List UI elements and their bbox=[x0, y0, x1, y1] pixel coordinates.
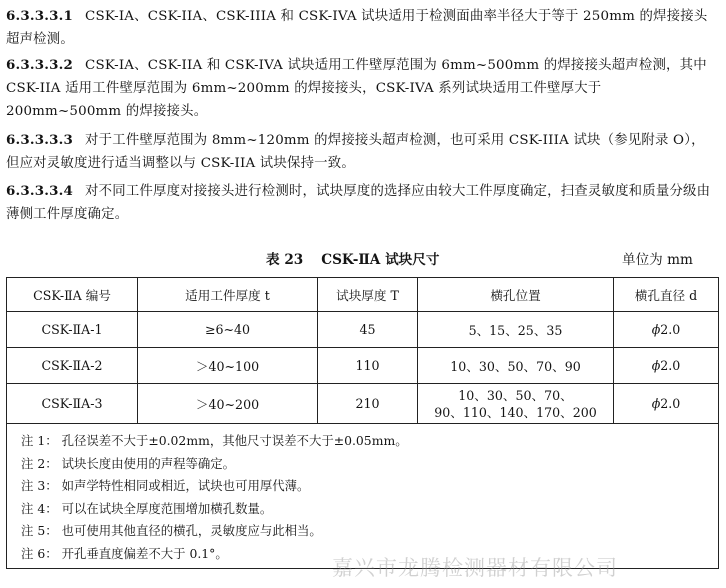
table-caption-row bbox=[0, 248, 726, 272]
header-cell: 横孔位置 bbox=[418, 278, 614, 312]
clause-6-3-3-3-4 bbox=[6, 180, 718, 226]
table-row bbox=[7, 312, 719, 348]
hole-positions-cell bbox=[418, 384, 614, 424]
hole-diameter-value: 2.0 bbox=[660, 322, 681, 337]
clause-number: 6.3.3.3.4 bbox=[6, 183, 74, 199]
clause-number: 6.3.3.3.2 bbox=[6, 57, 74, 73]
phi-symbol: ϕ bbox=[651, 322, 661, 337]
clause-text: 对于工件壁厚范围为 8mm~120mm 的焊接接头超声检测，也可采用 CSK-IIIA 试块（参见附录 O），但应对灵敏度进行适当调整以与 CSK-IIA 试块保持一致。 bbox=[6, 133, 705, 171]
table-row bbox=[7, 348, 719, 384]
table-notes-row bbox=[7, 424, 719, 569]
note-label: 注 2： bbox=[21, 455, 58, 471]
table-note bbox=[21, 475, 704, 498]
note-text: 如声学特性相同或相近，试块也可用厚代薄。 bbox=[61, 478, 310, 494]
clause-6-3-3-3-3 bbox=[6, 129, 718, 175]
table-row bbox=[7, 384, 719, 424]
hole-diameter-cell bbox=[614, 348, 719, 384]
table-note bbox=[21, 498, 704, 521]
table-note bbox=[21, 520, 704, 543]
clause-6-3-3-3-1 bbox=[6, 5, 718, 51]
hole-diameter-value: 2.0 bbox=[660, 358, 681, 373]
table-unit: 单位为 mm bbox=[622, 252, 693, 268]
hole-positions-cell bbox=[418, 312, 614, 348]
clause-6-3-3-3-2 bbox=[6, 54, 718, 123]
hole-diameter-value: 2.0 bbox=[660, 396, 681, 411]
note-label: 注 1： bbox=[21, 433, 58, 448]
hole-positions-line: 10、30、50、70、90 bbox=[450, 359, 581, 374]
thickness-range-cell: ≥6~40 bbox=[138, 312, 318, 348]
clause-text: 对不同工件厚度对接接头进行检测时，试块厚度的选择应由较大工件厚度确定，扫查灵敏度和质量分级由薄侧工件厚度确定。 bbox=[6, 184, 711, 222]
block-id-cell: CSK-ⅡA-2 bbox=[7, 348, 138, 384]
clause-number: 6.3.3.3.1 bbox=[6, 8, 74, 24]
table-title: CSK-ⅡA 试块尺寸 bbox=[321, 252, 440, 268]
company-watermark: 嘉兴市龙腾检测器材有限公司 bbox=[332, 556, 618, 580]
clause-text: CSK-IA、CSK-IIA 和 CSK-IVA 试块适用工件壁厚范围为 6mm~500mm 的焊接接头超声检测，其中 CSK-IIA 适用工件壁厚范围为 6mm~200mm 的焊接接头，CSK-IVA 系列试块适用工件壁厚大于 200mm~500mm 的焊接接头。 bbox=[6, 58, 707, 119]
header-cell: 横孔直径 d bbox=[614, 278, 719, 312]
block-thickness-cell: 210 bbox=[318, 384, 418, 424]
block-id-cell: CSK-ⅡA-1 bbox=[7, 312, 138, 348]
hole-positions-line: 5、15、25、35 bbox=[468, 323, 563, 338]
hole-positions-cell bbox=[418, 348, 614, 384]
phi-symbol: ϕ bbox=[651, 396, 661, 411]
note-label: 注 5： bbox=[21, 523, 58, 539]
note-text: 可以在试块全厚度范围增加横孔数量。 bbox=[61, 500, 273, 516]
table-number: 表 23 bbox=[266, 252, 304, 268]
header-cell: 试块厚度 T bbox=[318, 278, 418, 312]
hole-positions-line: 10、30、50、70、 bbox=[458, 387, 573, 403]
note-text: 开孔垂直度偏差不大于 0.1°。 bbox=[61, 545, 228, 561]
note-label: 注 3： bbox=[21, 478, 58, 494]
table-note bbox=[21, 453, 704, 476]
hole-diameter-cell bbox=[614, 312, 719, 348]
header-cell: 适用工件厚度 t bbox=[138, 278, 318, 312]
block-id-cell: CSK-ⅡA-3 bbox=[7, 384, 138, 424]
notes-cell bbox=[7, 424, 719, 569]
thickness-range-cell: ＞40~200 bbox=[138, 384, 318, 424]
phi-symbol: ϕ bbox=[651, 358, 661, 373]
note-label: 注 4： bbox=[21, 500, 58, 516]
header-cell: CSK-ⅡA 编号 bbox=[7, 278, 138, 312]
table-header-row bbox=[7, 278, 719, 312]
table-note bbox=[21, 430, 704, 453]
thickness-range-cell: ＞40~100 bbox=[138, 348, 318, 384]
hole-positions-line: 90、110、140、170、200 bbox=[434, 404, 597, 420]
hole-diameter-cell bbox=[614, 384, 719, 424]
note-label: 注 6： bbox=[21, 545, 58, 561]
note-text: 孔径误差不大于±0.02mm，其他尺寸误差不大于±0.05mm。 bbox=[61, 433, 408, 448]
csk-iia-dimension-table bbox=[6, 277, 719, 569]
note-text: 也可使用其他直径的横孔，灵敏度应与此相当。 bbox=[61, 523, 322, 539]
table-caption bbox=[266, 248, 439, 272]
clause-text: CSK-IA、CSK-IIA、CSK-IIIA 和 CSK-IVA 试块适用于检测面曲率半径大于等于 250mm 的焊接接头超声检测。 bbox=[6, 9, 708, 47]
clause-number: 6.3.3.3.3 bbox=[6, 132, 74, 148]
block-thickness-cell: 110 bbox=[318, 348, 418, 384]
block-thickness-cell: 45 bbox=[318, 312, 418, 348]
note-text: 试块长度由使用的声程等确定。 bbox=[61, 455, 236, 471]
